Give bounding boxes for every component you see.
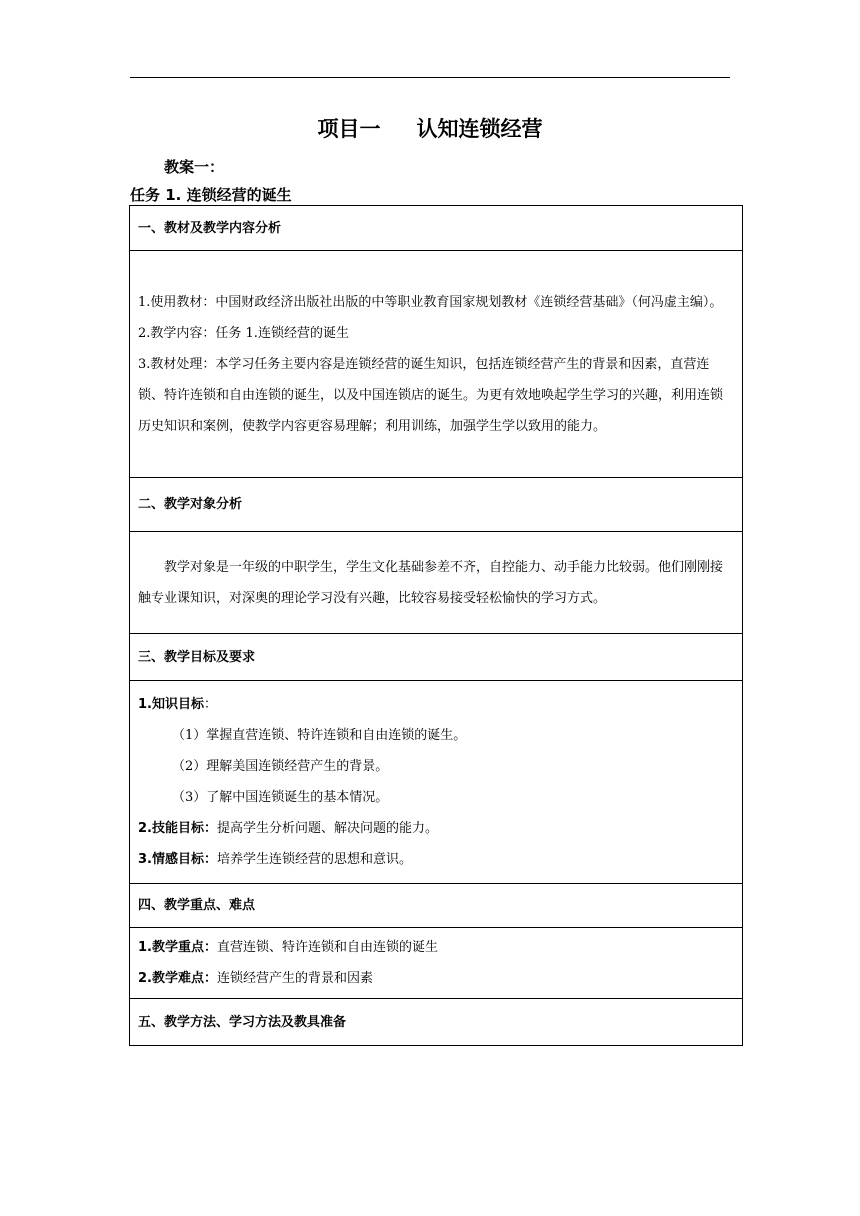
section-heading-students: 二、教学对象分析 — [130, 478, 743, 532]
knowledge-objective-colon: ： — [203, 697, 217, 712]
emotion-objective — [138, 844, 734, 875]
section-body-students — [130, 532, 743, 634]
key-point-text: 直营连锁、特许连锁和自由连锁的诞生 — [216, 940, 438, 955]
section-heading-methods: 五、教学方法、学习方法及教具准备 — [130, 999, 743, 1046]
task-label: 任务 1. 连锁经营的诞生 — [130, 186, 292, 204]
knowledge-item-1: （1）掌握直营连锁、特许连锁和自由连锁的诞生。 — [172, 728, 467, 743]
difficult-point-text: 连锁经营产生的背景和因素 — [216, 971, 373, 986]
project-title: 认知连锁经营 — [416, 117, 543, 141]
section-body-focus — [130, 928, 743, 999]
knowledge-objective — [138, 689, 734, 720]
emotion-objective-label: 3.情感目标： — [138, 852, 217, 867]
section-heading-focus: 四、教学重点、难点 — [130, 884, 743, 928]
materials-content: 2.教学内容：任务 1.连锁经营的诞生 — [138, 325, 349, 341]
skill-objective-label: 2.技能目标： — [138, 821, 217, 836]
key-point — [138, 932, 734, 963]
materials-processing: 3.教材处理：本学习任务主要内容是连锁经营的诞生知识，包括连锁经营产生的背景和因素，直营连锁、特许连锁和自由连锁的诞生，以及中国连锁店的诞生。为更有效地唤起学生学习的兴趣，利用连锁历史知识和案例，使教学内容更容易理解；利用训练，加强学生学以致用的能力。 — [138, 356, 724, 434]
section-heading-materials: 一、教材及教学内容分析 — [130, 206, 743, 251]
skill-objective-text: 提高学生分析问题、解决问题的能力。 — [216, 821, 438, 836]
section-heading-objectives: 三、教学目标及要求 — [130, 634, 743, 681]
header-rule — [130, 77, 730, 78]
knowledge-item-2: （2）理解美国连锁经营产生的背景。 — [172, 759, 389, 774]
skill-objective — [138, 813, 734, 844]
materials-textbook: 1.使用教材：中国财政经济出版社出版的中等职业教育国家规划教材《连锁经营基础》（何冯虚主编）。 — [138, 294, 723, 310]
section-body-materials — [130, 251, 743, 478]
lesson-plan-label: 教案一： — [164, 158, 225, 176]
lesson-plan-table — [129, 205, 743, 1046]
knowledge-item-3: （3）了解中国连锁诞生的基本情况。 — [172, 790, 389, 805]
students-analysis: 教学对象是一年级的中职学生，学生文化基础参差不齐，自控能力、动手能力比较弱。他们刚刚接触专业课知识，对深奥的理论学习没有兴趣，比较容易接受轻松愉快的学习方式。 — [138, 559, 724, 606]
page-title — [0, 113, 860, 143]
difficult-point-label: 2.教学难点： — [138, 971, 217, 986]
difficult-point — [138, 963, 734, 994]
section-body-objectives — [130, 681, 743, 884]
key-point-label: 1.教学重点： — [138, 940, 217, 955]
project-number: 项目一 — [317, 117, 381, 141]
emotion-objective-text: 培养学生连锁经营的思想和意识。 — [216, 852, 412, 867]
knowledge-objective-label: 1.知识目标 — [138, 697, 204, 712]
